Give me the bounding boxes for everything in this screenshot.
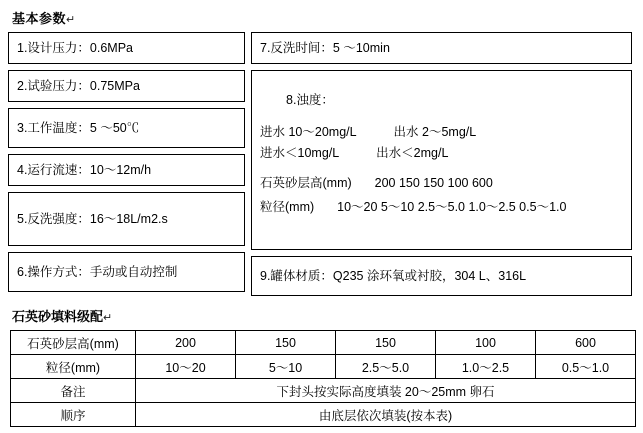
- cell-sand-height-2: 150: [236, 331, 336, 355]
- param-backwash-time: [251, 32, 632, 64]
- cell-grain-size-2: 5～10: [236, 355, 336, 379]
- param-test-pressure-text: 2.试验压力：0.75MPa: [17, 78, 140, 93]
- cell-grain-size-4: 1.0～2.5: [436, 355, 536, 379]
- param-turbidity: [251, 70, 632, 250]
- cell-order-text: 由底层依次填装(按本表): [136, 403, 636, 427]
- param-flow-velocity: [8, 154, 245, 186]
- param-backwash-intensity: [8, 192, 245, 246]
- param-operation-mode: [8, 252, 245, 292]
- grading-title: [12, 306, 635, 325]
- grain-size-row: [260, 197, 623, 217]
- grading-pilcrow: ↵: [103, 312, 113, 324]
- turbidity-row-2: [260, 143, 623, 163]
- table-row: [11, 331, 636, 355]
- param-working-temperature: [8, 108, 245, 148]
- cell-grain-size-3: 2.5～5.0: [336, 355, 436, 379]
- table-row: [11, 379, 636, 403]
- param-backwash-intensity-text: 5.反洗强度：16～18L/m2.s: [17, 211, 168, 226]
- cell-grain-size-5: 0.5～1.0: [536, 355, 636, 379]
- grading-title-text: 石英砂填料级配: [12, 309, 104, 324]
- cell-grain-size-1: 10～20: [136, 355, 236, 379]
- cell-sand-height-5: 600: [536, 331, 636, 355]
- sand-height-row: [260, 173, 623, 193]
- cell-sand-height-4: 100: [436, 331, 536, 355]
- turbidity-block: [260, 76, 623, 217]
- param-flow-velocity-text: 4.运行流速：10～12m/h: [17, 162, 152, 177]
- turbidity-outlet-1: 出水 2～5mg/L: [393, 125, 477, 140]
- cell-sand-height-3: 150: [336, 331, 436, 355]
- param-operation-mode-text: 6.操作方式：手动或自动控制: [17, 264, 178, 279]
- cell-remark-text: 下封头按实际高度填装 20～25mm 卵石: [136, 379, 636, 403]
- turbidity-title: 8.浊度：: [286, 93, 334, 107]
- grain-size-values: 10～20 5～10 2.5～5.0 1.0～2.5 0.5～1.0: [337, 200, 567, 214]
- grading-table: [10, 330, 636, 427]
- table-row: [11, 355, 636, 379]
- grain-size-label: 粒径(mm): [260, 200, 315, 214]
- parameter-column-left: [8, 32, 245, 296]
- param-tank-material: [251, 256, 632, 296]
- sand-height-values: 200 150 150 100 600: [374, 175, 493, 190]
- parameter-grid: [8, 32, 635, 296]
- row-header-order: 顺序: [11, 403, 136, 427]
- row-header-remark: 备注: [11, 379, 136, 403]
- parameter-column-right: [251, 32, 632, 296]
- sand-height-label: 石英砂层高(mm): [260, 175, 352, 190]
- param-test-pressure: [8, 70, 245, 102]
- basic-params-title-text: 基本参数: [12, 11, 67, 26]
- param-design-pressure: [8, 32, 245, 64]
- table-row: [11, 403, 636, 427]
- pilcrow-mark: ↵: [66, 14, 76, 26]
- cell-sand-height-1: 200: [136, 331, 236, 355]
- turbidity-outlet-2: 出水＜2mg/L: [376, 145, 449, 160]
- row-header-sand-height: 石英砂层高(mm): [11, 331, 136, 355]
- turbidity-inlet-2: 进水＜10mg/L: [260, 145, 340, 160]
- param-working-temperature-text: 3.工作温度：5 ～50℃: [17, 120, 140, 135]
- param-design-pressure-text: 1.设计压力：0.6MPa: [17, 40, 134, 55]
- param-tank-material-text: 9.罐体材质：Q235 涂环氧或衬胶，304 L、316L: [260, 268, 527, 283]
- row-header-grain-size: 粒径(mm): [11, 355, 136, 379]
- basic-params-title: [12, 8, 635, 27]
- turbidity-row-1: [260, 122, 623, 142]
- param-backwash-time-text: 7.反洗时间：5 ～10min: [260, 40, 390, 55]
- turbidity-inlet-1: 进水 10～20mg/L: [260, 125, 357, 140]
